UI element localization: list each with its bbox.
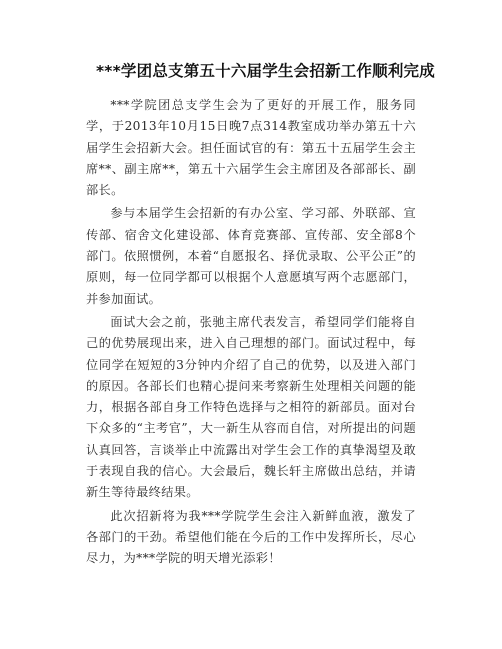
paragraph-3: 面试大会之前，张驰主席代表发言，希望同学们能将自己的优势展现出来，进入自己理想的部门。面试过程中，每位同学在短短的3分钟内介绍了自己的优势，以及进入部门的原因。各部长们也精心提问来考察新生处理相关问题的能力，根据各部自身工作特色选择与之相符的新部员。面对台下众多的“主考官”，大一新生从容而自信，对所提出的问题认真回答，言谈举止中流露出对学生会工作的真挚渴望及敢于表现自我的信心。大会最后，魏长轩主席做出总结，并请新生等待最终结果。 xyxy=(86,314,416,500)
document-title: ***学团总支第五十六届学生会招新工作顺利完成 xyxy=(96,62,435,80)
document-body xyxy=(86,95,416,570)
paragraph-1: ***学院团总支学生会为了更好的开展工作，服务同学，于2013年10月15日晚7点314教室成功举办第五十六届学生会招新大会。担任面试官的有：第五十五届学生会主席**、副主席**，第五十六届学生会主席团及各部部长、副部长。 xyxy=(86,98,416,198)
paragraph-4: 此次招新将为我***学院学生会注入新鲜血液，激发了各部门的干劲。希望他们能在今后的工作中发挥所长，尽心尽力，为***学院的明天增光添彩！ xyxy=(86,508,416,566)
paragraph-2: 参与本届学生会招新的有办公室、学习部、外联部、宣传部、宿舍文化建设部、体育竞赛部、宣传部、安全部8个部门。依照惯例，本着“自愿报名、择优录取、公平公正”的原则，每一位同学都可以根据个人意愿填写两个志愿部门，并参加面试。 xyxy=(86,206,416,306)
